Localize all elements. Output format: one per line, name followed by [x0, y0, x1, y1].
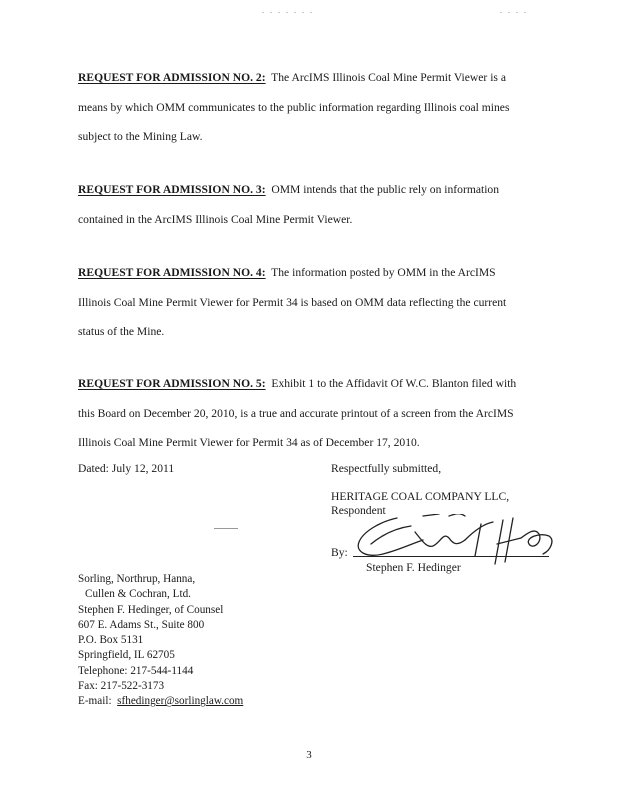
counsel-address-block	[78, 572, 243, 710]
closing-text: Respectfully submitted,	[331, 462, 442, 475]
attorney-line: Stephen F. Hedinger, of Counsel	[78, 603, 224, 616]
request-heading-2: REQUEST FOR ADMISSION NO. 2:	[78, 71, 266, 84]
request-heading-3: REQUEST FOR ADMISSION NO. 3:	[78, 183, 266, 196]
request-line	[78, 369, 540, 399]
po-box-line: P.O. Box 5131	[78, 634, 144, 647]
request-heading-4: REQUEST FOR ADMISSION NO. 4:	[78, 266, 266, 279]
respondent-label: Respondent	[331, 504, 386, 517]
street-line: 607 E. Adams St., Suite 800	[78, 618, 205, 631]
request-heading-5: REQUEST FOR ADMISSION NO. 5:	[78, 377, 266, 390]
scan-artifact-line	[214, 528, 238, 529]
company-name: HERITAGE COAL COMPANY LLC,	[331, 490, 510, 503]
request-paragraph-4	[78, 258, 540, 347]
request-paragraph-2	[78, 63, 540, 152]
email-line	[78, 694, 243, 709]
request-paragraph-3	[78, 175, 540, 234]
request-line	[78, 63, 540, 93]
header-scan-marks-right: . . . .	[500, 6, 528, 15]
request-text: OMM intends that the public rely on information	[271, 183, 500, 196]
dated-line: Dated: July 12, 2011	[78, 462, 175, 475]
request-text: The information posted by OMM in the ArcIMS	[271, 266, 496, 279]
email-label: E-mail:	[78, 695, 112, 708]
by-label: By:	[331, 546, 348, 559]
request-line: means by which OMM communicates to the public information regarding Illinois coal mines	[78, 100, 510, 114]
header-scan-marks-left: . . . . . . .	[262, 6, 314, 15]
request-paragraph-5	[78, 369, 540, 458]
signature-line	[353, 556, 549, 557]
request-line	[78, 258, 540, 288]
telephone-line: Telephone: 217-544-1144	[78, 664, 194, 677]
firm-line-2: Cullen & Cochran, Ltd.	[85, 588, 191, 601]
request-line	[78, 175, 540, 205]
request-line: subject to the Mining Law.	[78, 130, 203, 143]
fax-line: Fax: 217-522-3173	[78, 680, 165, 693]
city-line: Springfield, IL 62705	[78, 649, 175, 662]
firm-line-1: Sorling, Northrup, Hanna,	[78, 573, 196, 585]
request-line: contained in the ArcIMS Illinois Coal Mine Permit Viewer.	[78, 212, 353, 226]
signer-name: Stephen F. Hedinger	[366, 561, 461, 574]
request-line: Illinois Coal Mine Permit Viewer for Permit 34 as of December 17, 2010.	[78, 436, 420, 449]
request-text: The ArcIMS Illinois Coal Mine Permit Viewer is a	[271, 71, 506, 84]
request-line: status of the Mine.	[78, 325, 165, 338]
request-text: Exhibit 1 to the Affidavit Of W.C. Blanton filed with	[271, 377, 517, 390]
request-line: Illinois Coal Mine Permit Viewer for Permit 34 is based on OMM data reflecting the current	[78, 295, 507, 309]
email-link[interactable]: sfhedinger@sorlinglaw.com	[117, 695, 244, 708]
page-number: 3	[306, 749, 312, 761]
request-line: this Board on December 20, 2010, is a true and accurate printout of a screen from the ArcIMS	[78, 406, 514, 420]
